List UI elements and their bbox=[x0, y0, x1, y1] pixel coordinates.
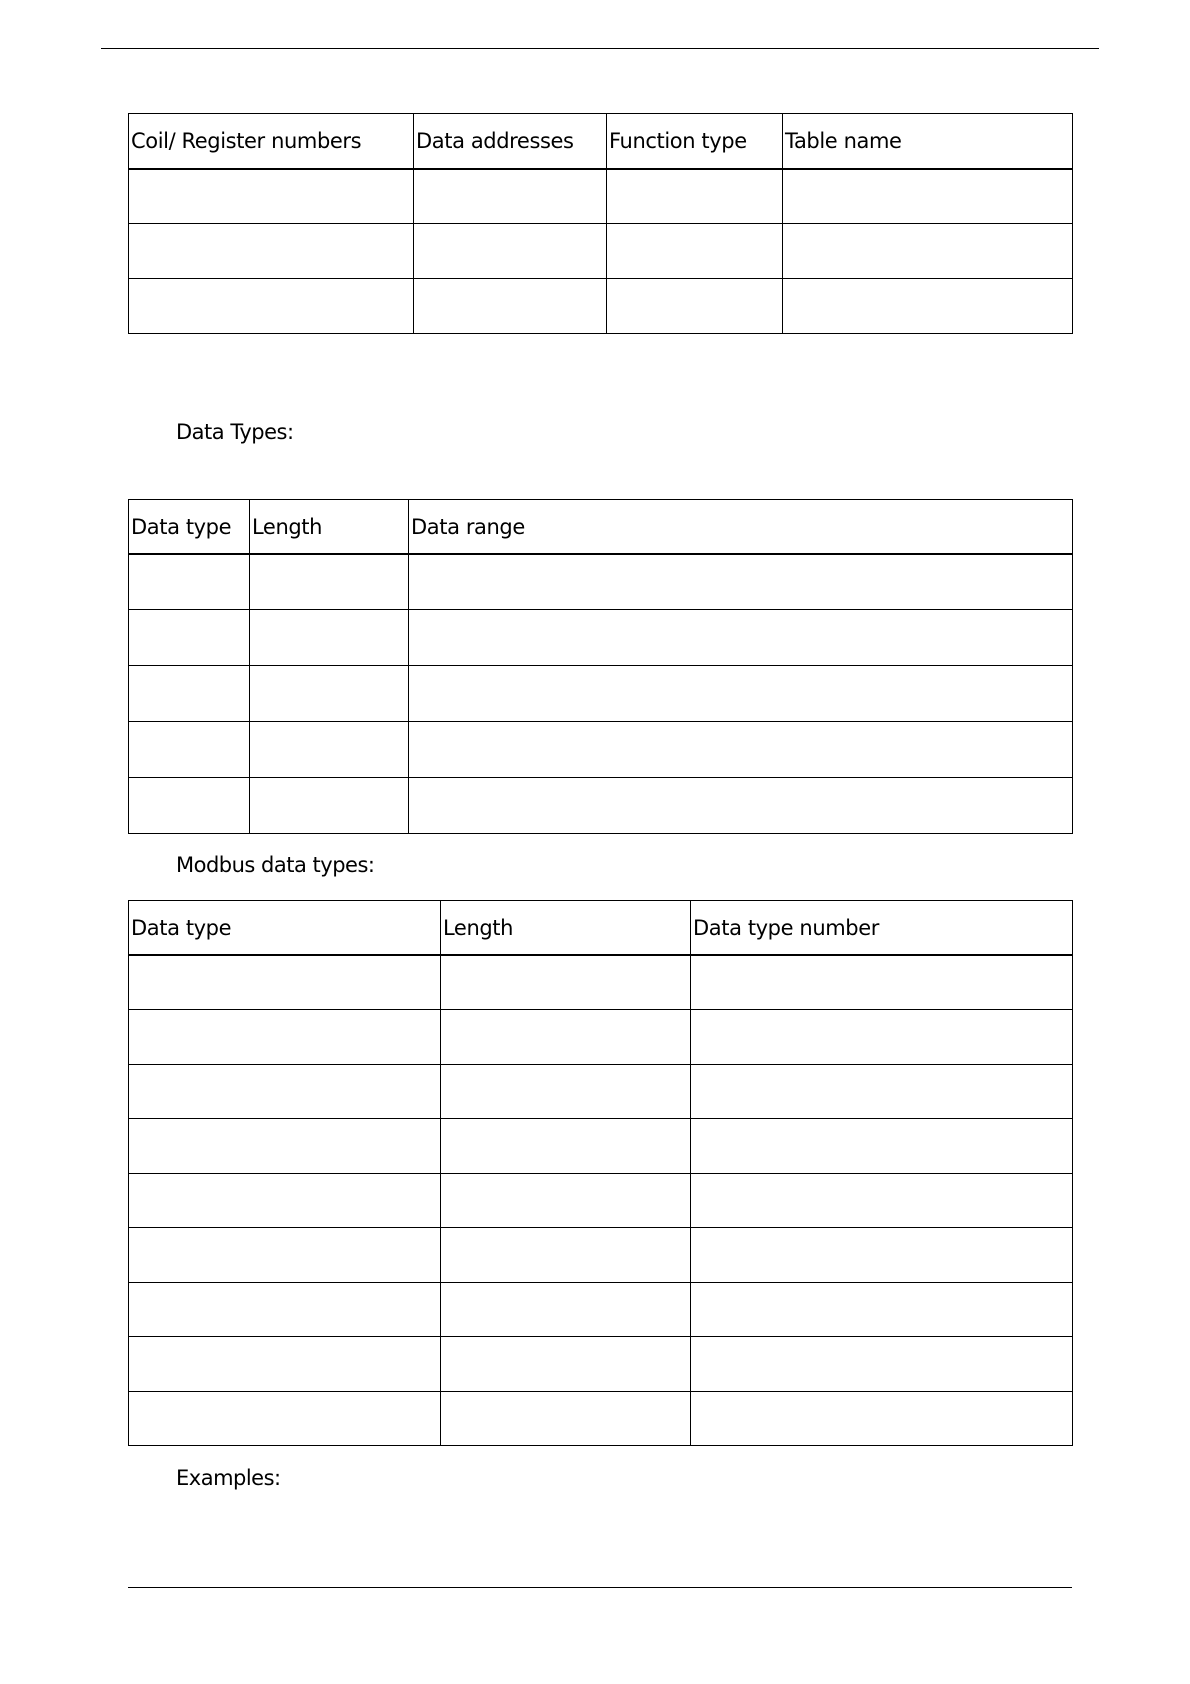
table-cell bbox=[414, 169, 607, 224]
table-cell bbox=[250, 722, 409, 778]
table-cell bbox=[129, 169, 414, 224]
data-types-table bbox=[128, 499, 1073, 834]
table-cell bbox=[441, 1010, 691, 1065]
table-cell bbox=[441, 1391, 691, 1446]
table-cell bbox=[409, 778, 1073, 834]
table-cell bbox=[607, 224, 783, 279]
table-cell bbox=[691, 1228, 1073, 1283]
table-cell bbox=[441, 1173, 691, 1228]
table-row bbox=[129, 1282, 1073, 1337]
table-cell bbox=[129, 224, 414, 279]
table-row bbox=[129, 722, 1073, 778]
table-cell bbox=[441, 1228, 691, 1283]
table-cell bbox=[441, 1064, 691, 1119]
table-row bbox=[129, 666, 1073, 722]
column-header-register-numbers: Coil/ Register numbers bbox=[129, 114, 414, 169]
table-row bbox=[129, 1173, 1073, 1228]
examples-heading: Examples: bbox=[176, 1466, 281, 1490]
data-types-heading: Data Types: bbox=[176, 420, 294, 444]
table-cell bbox=[607, 169, 783, 224]
table-header-row bbox=[129, 500, 1073, 555]
column-header-length: Length bbox=[441, 901, 691, 956]
table-row bbox=[129, 224, 1073, 279]
table-cell bbox=[607, 279, 783, 334]
table-cell bbox=[783, 169, 1073, 224]
table-cell bbox=[250, 610, 409, 666]
column-header-data-type: Data type bbox=[129, 901, 441, 956]
table-cell bbox=[129, 1282, 441, 1337]
table-cell bbox=[783, 279, 1073, 334]
table-cell bbox=[414, 224, 607, 279]
table-row bbox=[129, 610, 1073, 666]
table-row bbox=[129, 778, 1073, 834]
table-cell bbox=[409, 554, 1073, 610]
table-cell bbox=[129, 1010, 441, 1065]
column-header-data-range: Data range bbox=[409, 500, 1073, 555]
column-header-data-addresses: Data addresses bbox=[414, 114, 607, 169]
table-row bbox=[129, 1119, 1073, 1174]
table-row bbox=[129, 1337, 1073, 1392]
header-rule bbox=[101, 48, 1099, 49]
table-cell bbox=[129, 1173, 441, 1228]
modbus-data-types-heading: Modbus data types: bbox=[176, 853, 375, 877]
table-cell bbox=[129, 1391, 441, 1446]
table-cell bbox=[691, 1064, 1073, 1119]
table-cell bbox=[129, 610, 250, 666]
table-cell bbox=[441, 1119, 691, 1174]
table-cell bbox=[250, 666, 409, 722]
table-cell bbox=[409, 666, 1073, 722]
table-cell bbox=[129, 666, 250, 722]
table-row bbox=[129, 279, 1073, 334]
table-header-row bbox=[129, 901, 1073, 956]
table-row bbox=[129, 1010, 1073, 1065]
table-row bbox=[129, 169, 1073, 224]
table-cell bbox=[129, 1119, 441, 1174]
table-cell bbox=[691, 955, 1073, 1010]
table-cell bbox=[441, 1337, 691, 1392]
table-cell bbox=[441, 955, 691, 1010]
table-cell bbox=[409, 610, 1073, 666]
table-row bbox=[129, 554, 1073, 610]
table-cell bbox=[783, 224, 1073, 279]
table-cell bbox=[129, 1064, 441, 1119]
column-header-function-type: Function type bbox=[607, 114, 783, 169]
table-cell bbox=[409, 722, 1073, 778]
column-header-length: Length bbox=[250, 500, 409, 555]
table-cell bbox=[691, 1010, 1073, 1065]
table-row bbox=[129, 955, 1073, 1010]
column-header-data-type: Data type bbox=[129, 500, 250, 555]
table-header-row bbox=[129, 114, 1073, 169]
table-cell bbox=[414, 279, 607, 334]
table-row bbox=[129, 1391, 1073, 1446]
table-cell bbox=[129, 722, 250, 778]
table-cell bbox=[691, 1119, 1073, 1174]
table-row bbox=[129, 1064, 1073, 1119]
table-cell bbox=[441, 1282, 691, 1337]
table-cell bbox=[691, 1173, 1073, 1228]
table-cell bbox=[691, 1282, 1073, 1337]
column-header-table-name: Table name bbox=[783, 114, 1073, 169]
table-cell bbox=[129, 778, 250, 834]
table-cell bbox=[129, 955, 441, 1010]
table-row bbox=[129, 1228, 1073, 1283]
register-table bbox=[128, 113, 1073, 334]
table-cell bbox=[129, 1337, 441, 1392]
table-cell bbox=[250, 778, 409, 834]
table-cell bbox=[691, 1391, 1073, 1446]
table-cell bbox=[129, 279, 414, 334]
footer-rule bbox=[128, 1587, 1072, 1588]
table-cell bbox=[250, 554, 409, 610]
modbus-data-types-table bbox=[128, 900, 1073, 1446]
column-header-data-type-number: Data type number bbox=[691, 901, 1073, 956]
table-cell bbox=[129, 1228, 441, 1283]
table-cell bbox=[691, 1337, 1073, 1392]
table-cell bbox=[129, 554, 250, 610]
